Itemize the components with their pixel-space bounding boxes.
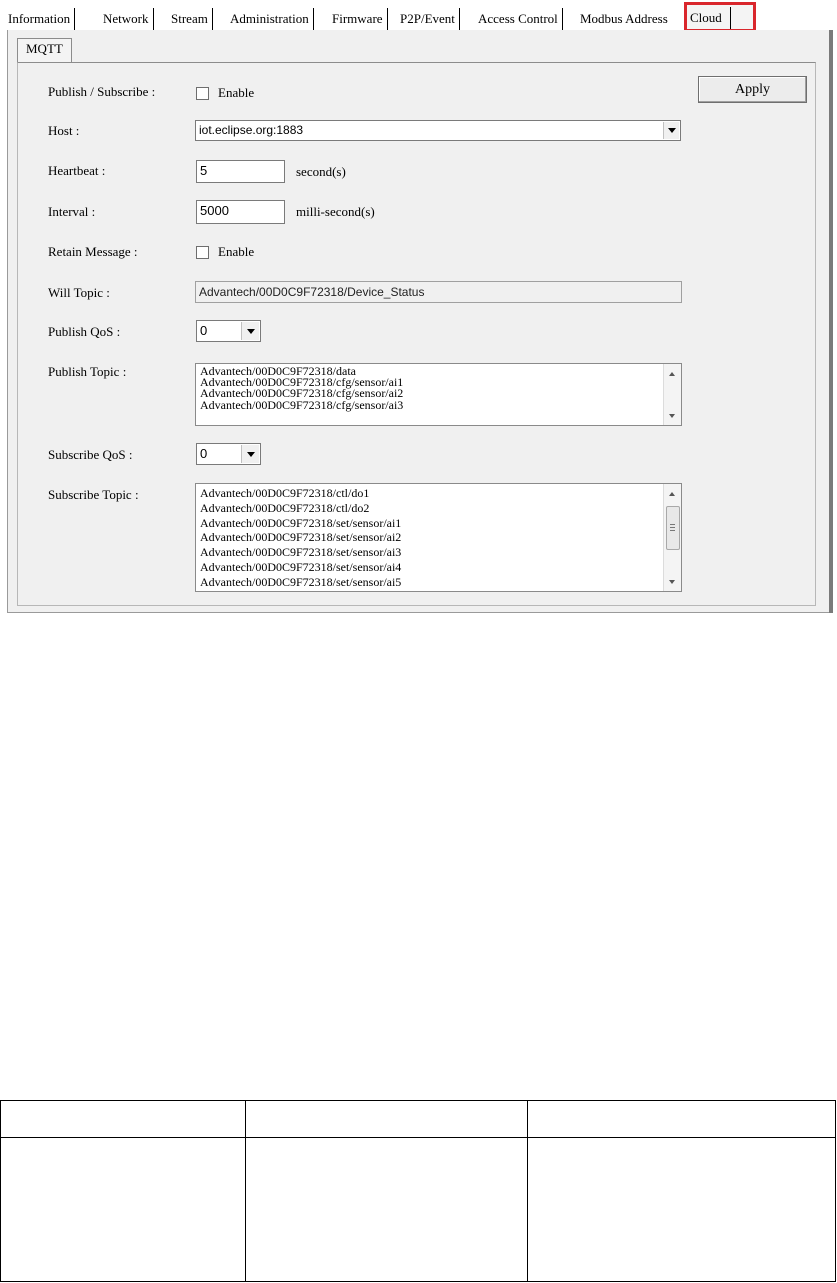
subscribe-qos-label: Subscribe QoS : xyxy=(48,447,133,462)
subscribe-topic-scrollbar[interactable] xyxy=(663,484,681,591)
table-cell xyxy=(528,1101,836,1138)
will-topic-field: Advantech/00D0C9F72318/Device_Status xyxy=(195,281,682,303)
publish-subscribe-enable-label: Enable xyxy=(218,85,255,100)
scrollbar-thumb[interactable] xyxy=(666,506,680,550)
grip-line xyxy=(670,530,675,531)
tab-p2p-event[interactable]: P2P/Event xyxy=(396,8,460,30)
retain-message-checkbox[interactable] xyxy=(196,246,209,259)
tab-administration[interactable]: Administration xyxy=(226,8,314,30)
chevron-down-icon xyxy=(247,329,255,334)
list-item[interactable]: Advantech/00D0C9F72318/cfg/sensor/ai3 xyxy=(200,397,404,412)
list-item[interactable]: Advantech/00D0C9F72318/set/sensor/ai1 xyxy=(200,515,402,530)
interval-unit: milli-second(s) xyxy=(296,204,375,219)
interval-input[interactable]: 5000 xyxy=(196,200,285,224)
subscribe-qos-dropdown-arrow[interactable] xyxy=(241,445,259,463)
table-cell xyxy=(246,1138,528,1282)
interval-label: Interval : xyxy=(48,204,96,219)
publish-subscribe-label: Publish / Subscribe : xyxy=(48,84,156,99)
tab-access-control[interactable]: Access Control xyxy=(474,8,563,30)
subscribe-qos-value: 0 xyxy=(200,446,208,461)
publish-topic-label: Publish Topic : xyxy=(48,364,127,379)
list-item[interactable]: Advantech/00D0C9F72318/cfg/sensor/ai1 xyxy=(200,375,404,390)
table-cell xyxy=(246,1101,528,1138)
publish-topic-items xyxy=(200,366,403,411)
list-item[interactable]: Advantech/00D0C9F72318/data xyxy=(200,364,356,378)
panel-shadow-edge xyxy=(829,30,833,613)
host-label: Host : xyxy=(48,123,80,138)
subscribe-topic-label: Subscribe Topic : xyxy=(48,487,139,502)
list-item[interactable]: Advantech/00D0C9F72318/set/sensor/ai5 xyxy=(200,574,402,589)
scroll-up-icon[interactable] xyxy=(669,492,675,496)
scroll-up-icon[interactable] xyxy=(669,372,675,376)
tab-network[interactable]: Network xyxy=(99,8,154,30)
host-dropdown-arrow[interactable] xyxy=(663,122,679,139)
subscribe-topic-list[interactable] xyxy=(195,483,682,592)
scroll-down-icon[interactable] xyxy=(669,580,675,584)
tab-firmware[interactable]: Firmware xyxy=(328,8,388,30)
publish-qos-label: Publish QoS : xyxy=(48,324,121,339)
publish-qos-dropdown[interactable] xyxy=(196,320,261,342)
retain-message-enable-label: Enable xyxy=(218,244,255,259)
publish-qos-value: 0 xyxy=(200,323,208,338)
tab-modbus-address[interactable]: Modbus Address xyxy=(580,11,668,26)
table-row xyxy=(1,1138,836,1282)
publish-topic-scrollbar[interactable] xyxy=(663,364,681,425)
subscribe-topic-items xyxy=(200,486,401,590)
publish-topic-list[interactable] xyxy=(195,363,682,426)
list-item[interactable]: Advantech/00D0C9F72318/set/sensor/ai2 xyxy=(200,530,402,545)
retain-message-label: Retain Message : xyxy=(48,244,138,259)
table-cell xyxy=(1,1101,246,1138)
table-cell xyxy=(528,1138,836,1282)
list-item[interactable]: Advantech/00D0C9F72318/set/sensor/ai3 xyxy=(200,545,402,560)
grip-line xyxy=(670,524,675,525)
scroll-down-icon[interactable] xyxy=(669,414,675,418)
host-dropdown[interactable] xyxy=(195,120,681,141)
tab-information[interactable]: Information xyxy=(4,8,75,30)
heartbeat-input[interactable]: 5 xyxy=(196,160,285,183)
table-cell xyxy=(1,1138,246,1282)
tab-cloud[interactable] xyxy=(684,2,756,32)
chevron-down-icon xyxy=(247,452,255,457)
list-item[interactable]: Advantech/00D0C9F72318/set/sensor/ai4 xyxy=(200,559,402,574)
tab-cloud-label: Cloud xyxy=(690,7,731,29)
list-item[interactable]: Advantech/00D0C9F72318/ctl/do1 xyxy=(200,486,370,500)
list-item[interactable]: Advantech/00D0C9F72318/ctl/do2 xyxy=(200,500,370,515)
will-topic-label: Will Topic : xyxy=(48,285,110,300)
table-row xyxy=(1,1101,836,1138)
main-tab-strip xyxy=(0,0,837,30)
document-table xyxy=(0,1100,836,1282)
publish-qos-dropdown-arrow[interactable] xyxy=(241,322,259,340)
grip-line xyxy=(670,527,675,528)
publish-subscribe-checkbox[interactable] xyxy=(196,87,209,100)
tab-mqtt[interactable]: MQTT xyxy=(17,38,72,63)
host-value: iot.eclipse.org:1883 xyxy=(199,123,304,137)
list-item[interactable]: Advantech/00D0C9F72318/cfg/sensor/ai2 xyxy=(200,386,404,401)
chevron-down-icon xyxy=(668,128,676,133)
subscribe-qos-dropdown[interactable] xyxy=(196,443,261,465)
heartbeat-unit: second(s) xyxy=(296,164,346,179)
apply-button[interactable]: Apply xyxy=(698,76,807,103)
heartbeat-label: Heartbeat : xyxy=(48,163,106,178)
tab-stream[interactable]: Stream xyxy=(167,8,213,30)
